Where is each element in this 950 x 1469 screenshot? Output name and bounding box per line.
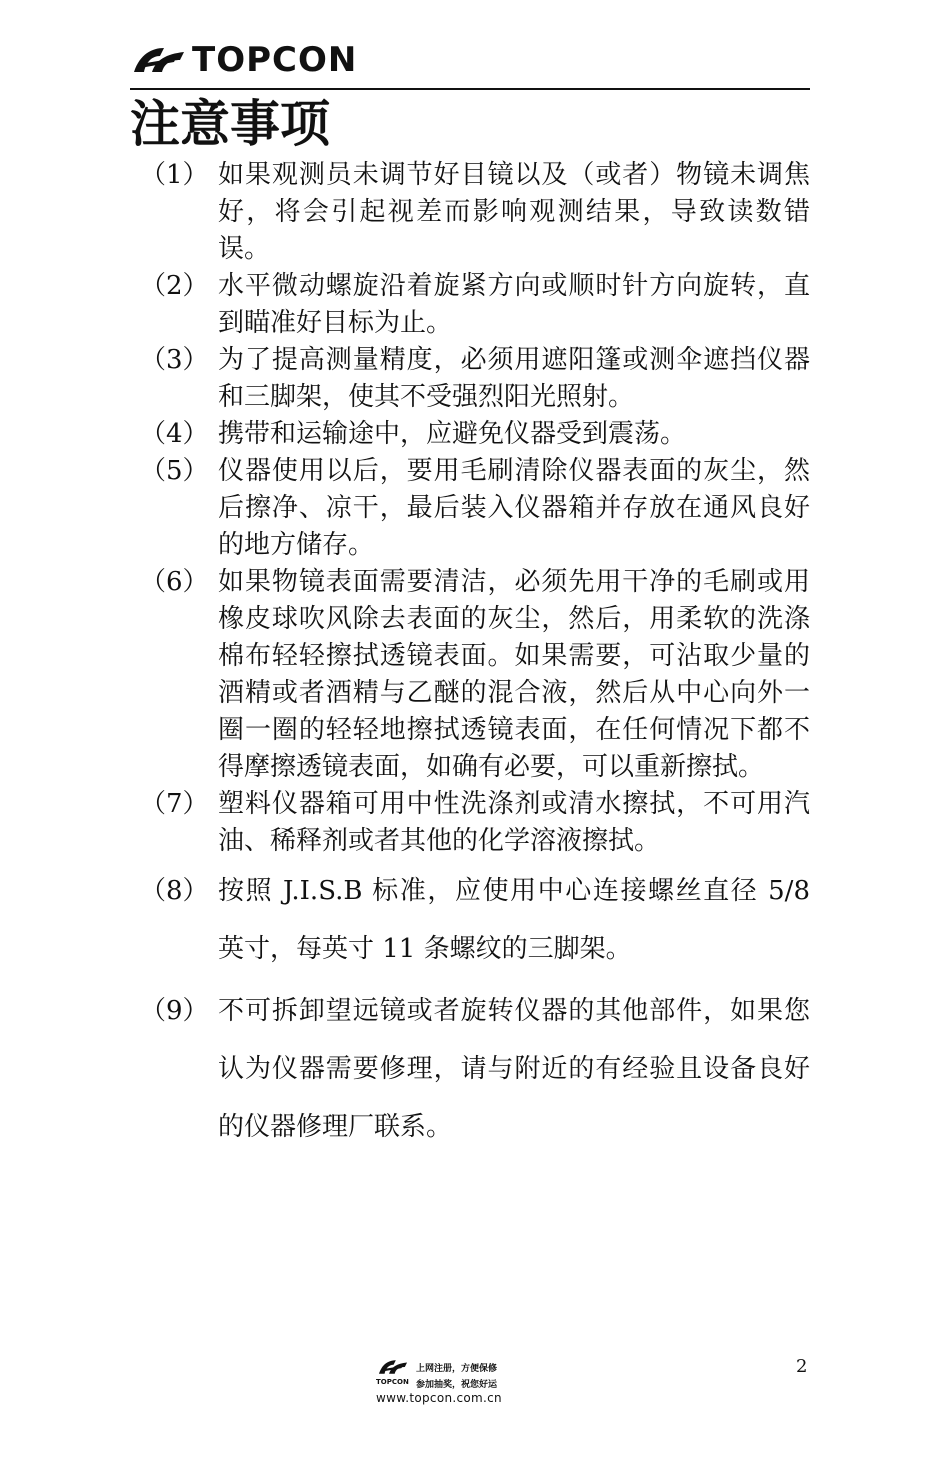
item-number: （8）	[140, 876, 209, 906]
topcon-wing-icon	[376, 1358, 410, 1376]
footer-badge	[376, 1358, 526, 1408]
footer-slogan-1: 上网注册，方便保修	[416, 1364, 498, 1374]
item-number: （6）	[140, 567, 209, 597]
logo-brand-text: TOPCON	[192, 40, 358, 80]
list-item	[140, 862, 810, 978]
item-text: 如果观测员未调节好目镜以及（或者）物镜未调焦好，将会引起视差而影响观测结果，导致读数错误。	[218, 160, 810, 264]
item-text: 不可拆卸望远镜或者旋转仪器的其他部件，如果您认为仪器需要修理，请与附近的有经验且设备良好的仪器修理厂联系。	[218, 996, 810, 1142]
list-item	[140, 157, 810, 268]
item-number: （7）	[140, 789, 209, 819]
item-number: （1）	[140, 160, 209, 190]
list-item	[140, 416, 810, 453]
precautions-list	[140, 157, 810, 1156]
page-title: 注意事项	[130, 95, 330, 153]
list-item	[140, 453, 810, 564]
item-number: （3）	[140, 345, 209, 375]
item-text: 携带和运输途中，应避免仪器受到震荡。	[218, 419, 687, 449]
item-text: 仪器使用以后，要用毛刷清除仪器表面的灰尘，然后擦净、凉干，最后装入仪器箱并存放在通风良好的地方储存。	[218, 456, 810, 560]
item-number: （5）	[140, 456, 209, 486]
footer-slogan-2: 参加抽奖，祝您好运	[416, 1380, 498, 1390]
topcon-wing-icon	[130, 44, 188, 76]
item-text: 水平微动螺旋沿着旋紧方向或顺时针方向旋转，直到瞄准好目标为止。	[218, 271, 810, 338]
footer-url: www.topcon.com.cn	[376, 1391, 502, 1405]
page-number: 2	[796, 1356, 808, 1377]
item-text: 按照 J.I.S.B 标准，应使用中心连接螺丝直径 5/8 英寸，每英寸 11 条螺纹的三脚架。	[218, 876, 810, 964]
topcon-logo	[130, 42, 357, 78]
list-item	[140, 268, 810, 342]
item-number: （9）	[140, 996, 209, 1026]
item-text: 如果物镜表面需要清洁，必须先用干净的毛刷或用橡皮球吹风除去表面的灰尘，然后，用柔软的洗涤棉布轻轻擦拭透镜表面。如果需要，可沾取少量的酒精或者酒精与乙醚的混合液，然后从中心向外一圈一圈的轻轻地擦拭透镜表面，在任何情况下都不得摩擦透镜表面，如确有必要，可以重新擦拭。	[218, 567, 810, 782]
list-item	[140, 342, 810, 416]
footer-brand: TOPCON	[376, 1378, 409, 1386]
item-text: 为了提高测量精度，必须用遮阳篷或测伞遮挡仪器和三脚架，使其不受强烈阳光照射。	[218, 345, 810, 412]
list-item	[140, 564, 810, 786]
list-item	[140, 982, 810, 1156]
page-header	[130, 38, 810, 90]
item-text: 塑料仪器箱可用中性洗涤剂或清水擦拭，不可用汽油、稀释剂或者其他的化学溶液擦拭。	[218, 789, 810, 856]
item-number: （4）	[140, 419, 209, 449]
item-number: （2）	[140, 271, 209, 301]
list-item	[140, 786, 810, 860]
